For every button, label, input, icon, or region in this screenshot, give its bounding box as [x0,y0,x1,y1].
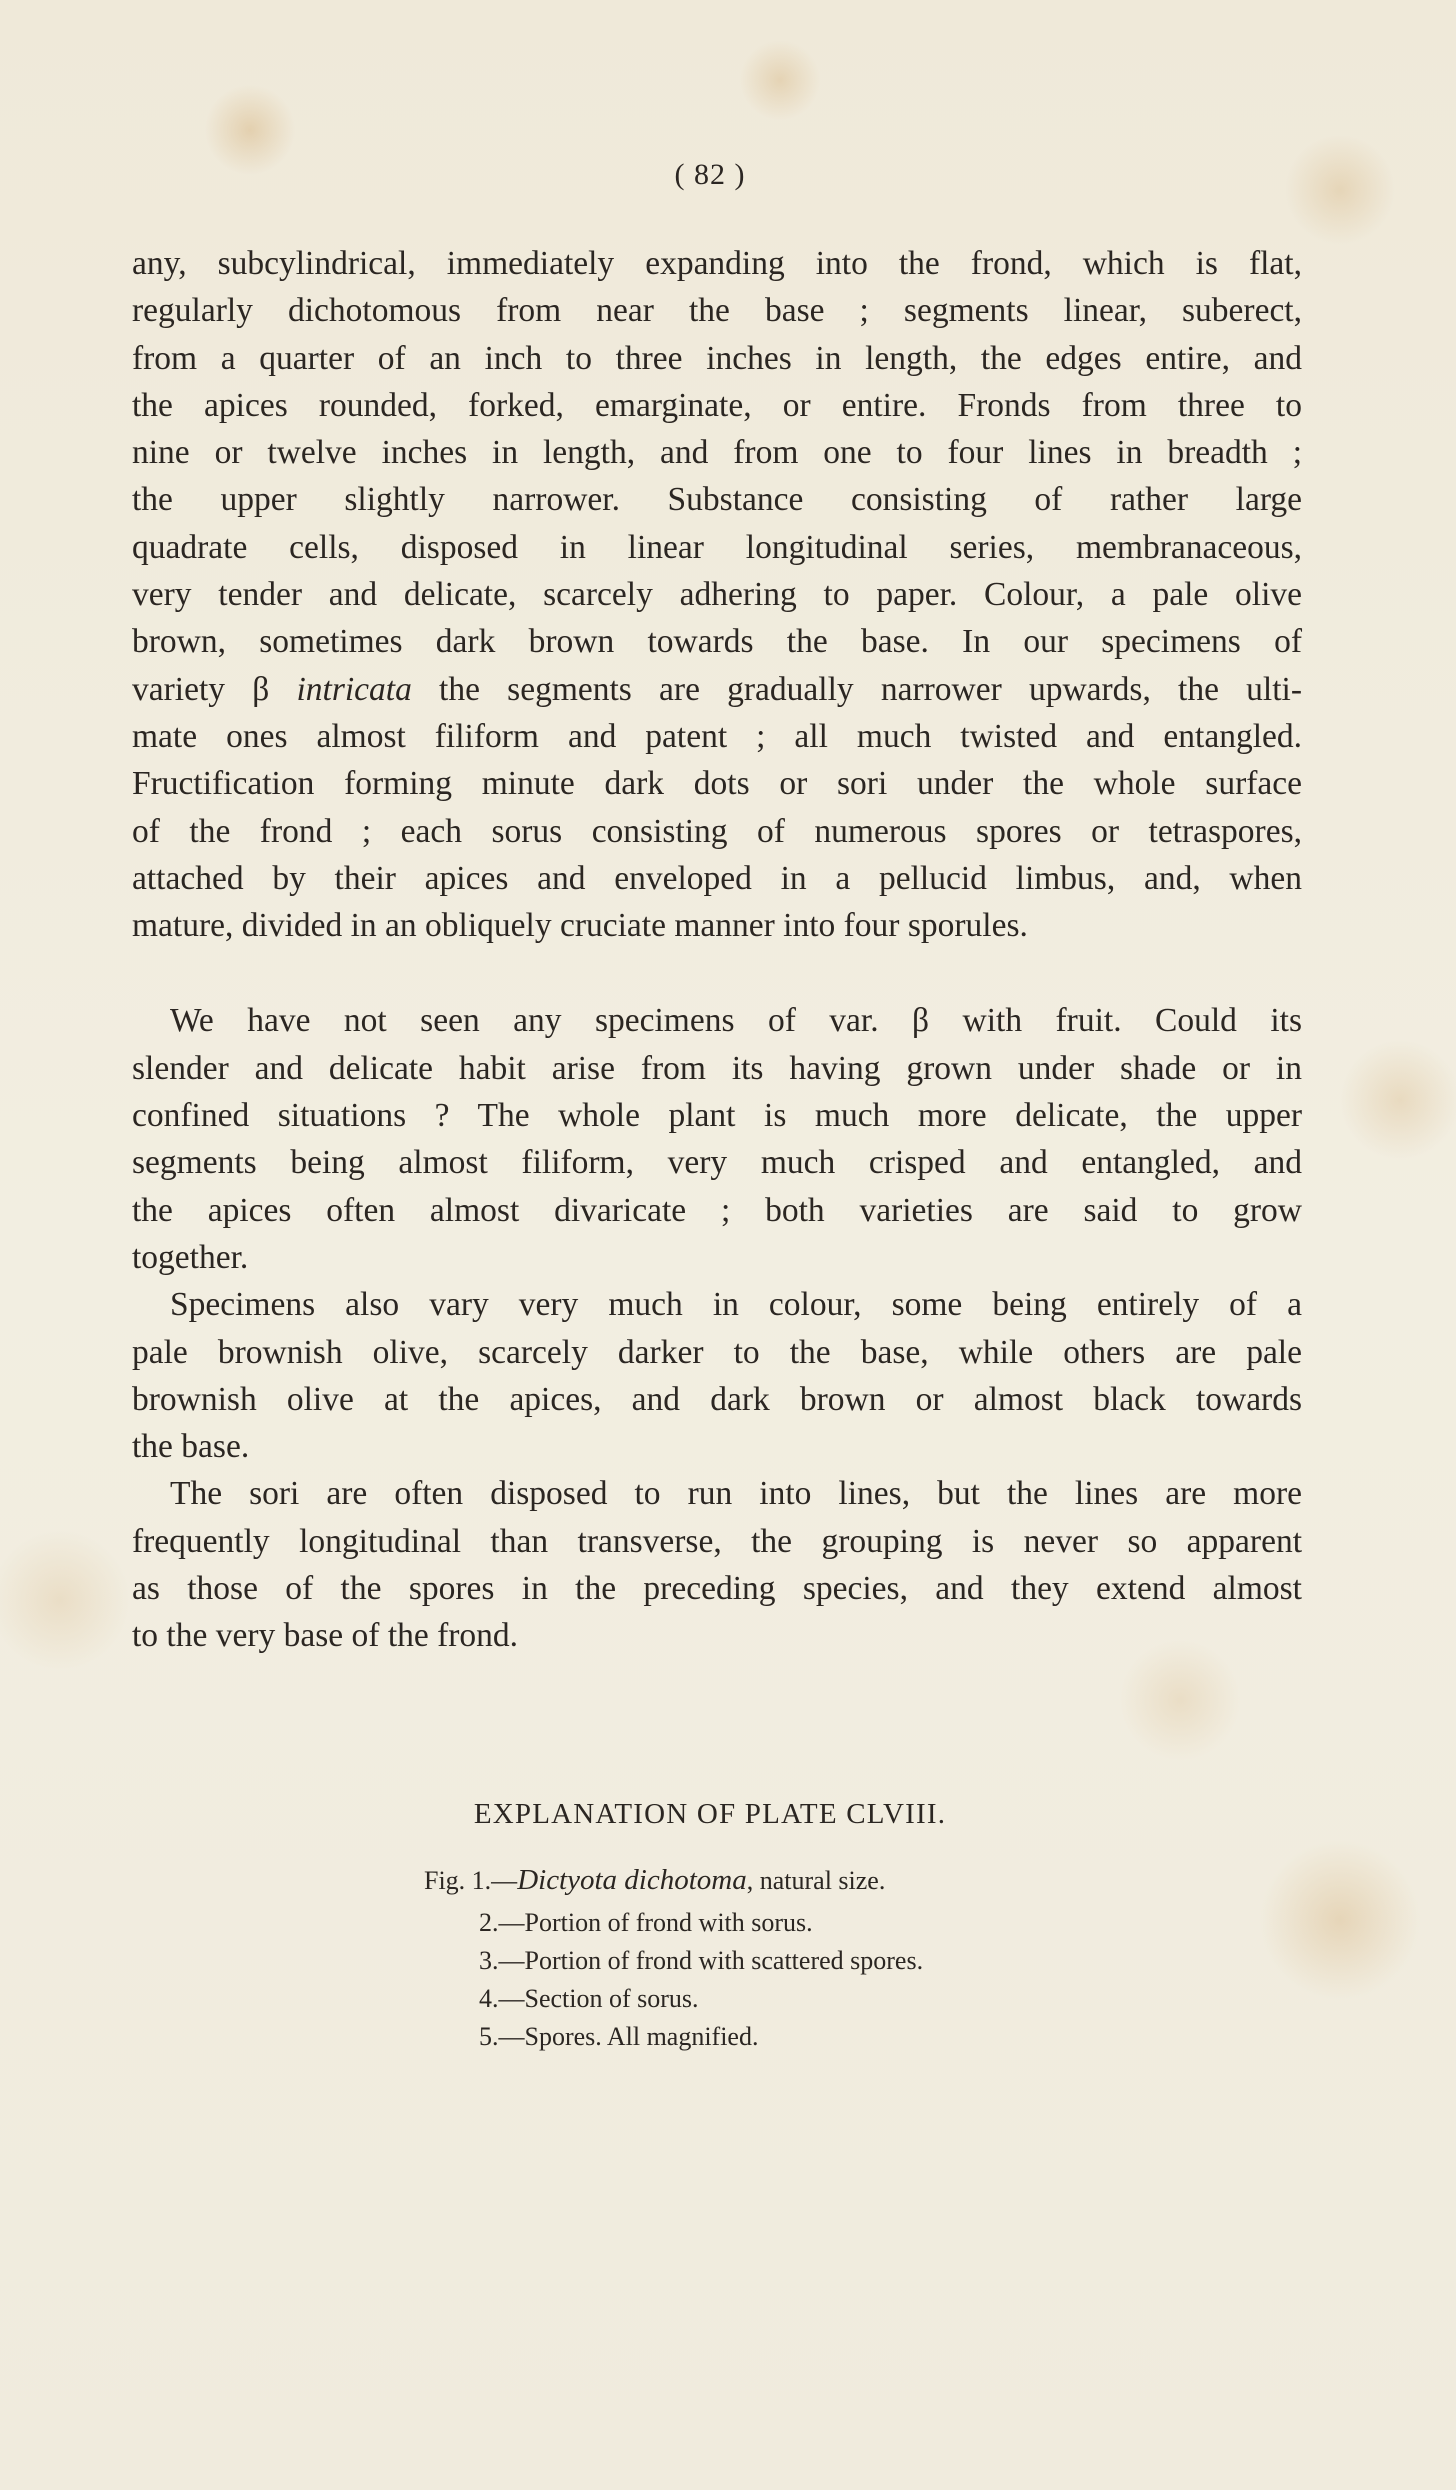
figure-text: Portion of frond with sorus. [524,1908,813,1937]
text-line: brown, sometimes dark brown towards the base. In our specimens of [132,623,1302,661]
text-line: as those of the spores in the preceding species, and they extend almost [132,1570,1302,1608]
figure-text: Spores. All magnified. [524,2022,759,2051]
text-line: of the frond ; each sorus consisting of numerous spores or tetraspores, [132,812,1302,850]
figure-number: Fig. 1.— [424,1866,518,1895]
figure-caption [479,2022,758,2052]
text-line: together. [132,1238,249,1276]
text-line: the base. [132,1428,250,1466]
text-line: mature, divided in an obliquely cruciate manner into four sporules. [132,907,1028,945]
figure-caption [424,1864,885,1897]
text-line: slender and delicate habit arise from its having grown under shade or in [132,1049,1302,1087]
text-line: any, subcylindrical, immediately expanding into the frond, which is flat, [132,245,1302,282]
figure-caption [479,1984,699,2014]
figure-text: Section of sorus. [524,1984,699,2013]
text-line: brownish olive at the apices, and dark brown or almost black towards [132,1380,1302,1418]
text-line: the upper slightly narrower. Substance consisting of rather large [132,481,1302,519]
text-line: pale brownish olive, scarcely darker to the base, while others are pale [132,1333,1302,1371]
text-line: attached by their apices and enveloped in a pellucid limbus, and, when [132,859,1302,897]
text-line: nine or twelve inches in length, and from one to four lines in breadth ; [132,434,1302,472]
page-number: ( 82 ) [674,158,746,191]
paragraph-1 [132,240,1302,949]
paragraph-2 [132,997,1302,1281]
text-line: quadrate cells, disposed in linear longitudinal series, membranaceous, [132,528,1302,566]
variety-name: intricata [296,670,412,708]
text-line: Specimens also vary very much in colour, some being entirely of a [170,1286,1302,1324]
text-line: Fructification forming minute dark dots or sori under the whole surface [132,765,1302,803]
text-line: the apices often almost divaricate ; both varieties are said to grow [132,1191,1302,1229]
text-segment: variety β [132,670,297,708]
text-segment: the segments are gradually narrower upwards, the ulti- [411,670,1302,708]
body-text [132,240,1302,1660]
text-line: segments being almost filiform, very much crisped and entangled, and [132,1144,1302,1182]
text-line: frequently longitudinal than transverse, the grouping is never so apparent [132,1522,1302,1560]
text-line: the apices rounded, forked, emarginate, or entire. Fronds from three to [132,386,1302,424]
figure-number: 4.— [479,1984,525,2013]
text-line: mate ones almost filiform and patent ; all much twisted and entangled. [132,717,1302,755]
figure-number: 3.— [479,1946,525,1975]
text-line: very tender and delicate, scarcely adhering to paper. Colour, a pale olive [132,576,1302,614]
figure-number: 2.— [479,1908,525,1937]
text-line: confined situations ? The whole plant is much more delicate, the upper [132,1097,1302,1135]
plate-heading: EXPLANATION OF PLATE CLVIII. [473,1798,947,1830]
text-line: regularly dichotomous from near the base ; segments linear, suberect, [132,292,1302,330]
text-line: from a quarter of an inch to three inches in length, the edges entire, and [132,339,1302,377]
figure-caption [479,1908,813,1938]
paragraph-gap [132,949,1302,997]
paragraph-3 [132,1281,1302,1470]
figure-caption [479,1946,923,1976]
species-name: Dictyota dichotoma [517,1864,747,1896]
figure-text: Portion of frond with scattered spores. [524,1946,924,1975]
text-line: We have not seen any specimens of var. β with fruit. Could its [170,1002,1302,1040]
paragraph-4 [132,1470,1302,1659]
text-line: to the very base of the frond. [132,1617,519,1655]
figure-text: , natural size. [746,1866,886,1895]
text-line: The sori are often disposed to run into lines, but the lines are more [170,1475,1302,1513]
text-line [132,666,1302,713]
figure-number: 5.— [479,2022,525,2051]
